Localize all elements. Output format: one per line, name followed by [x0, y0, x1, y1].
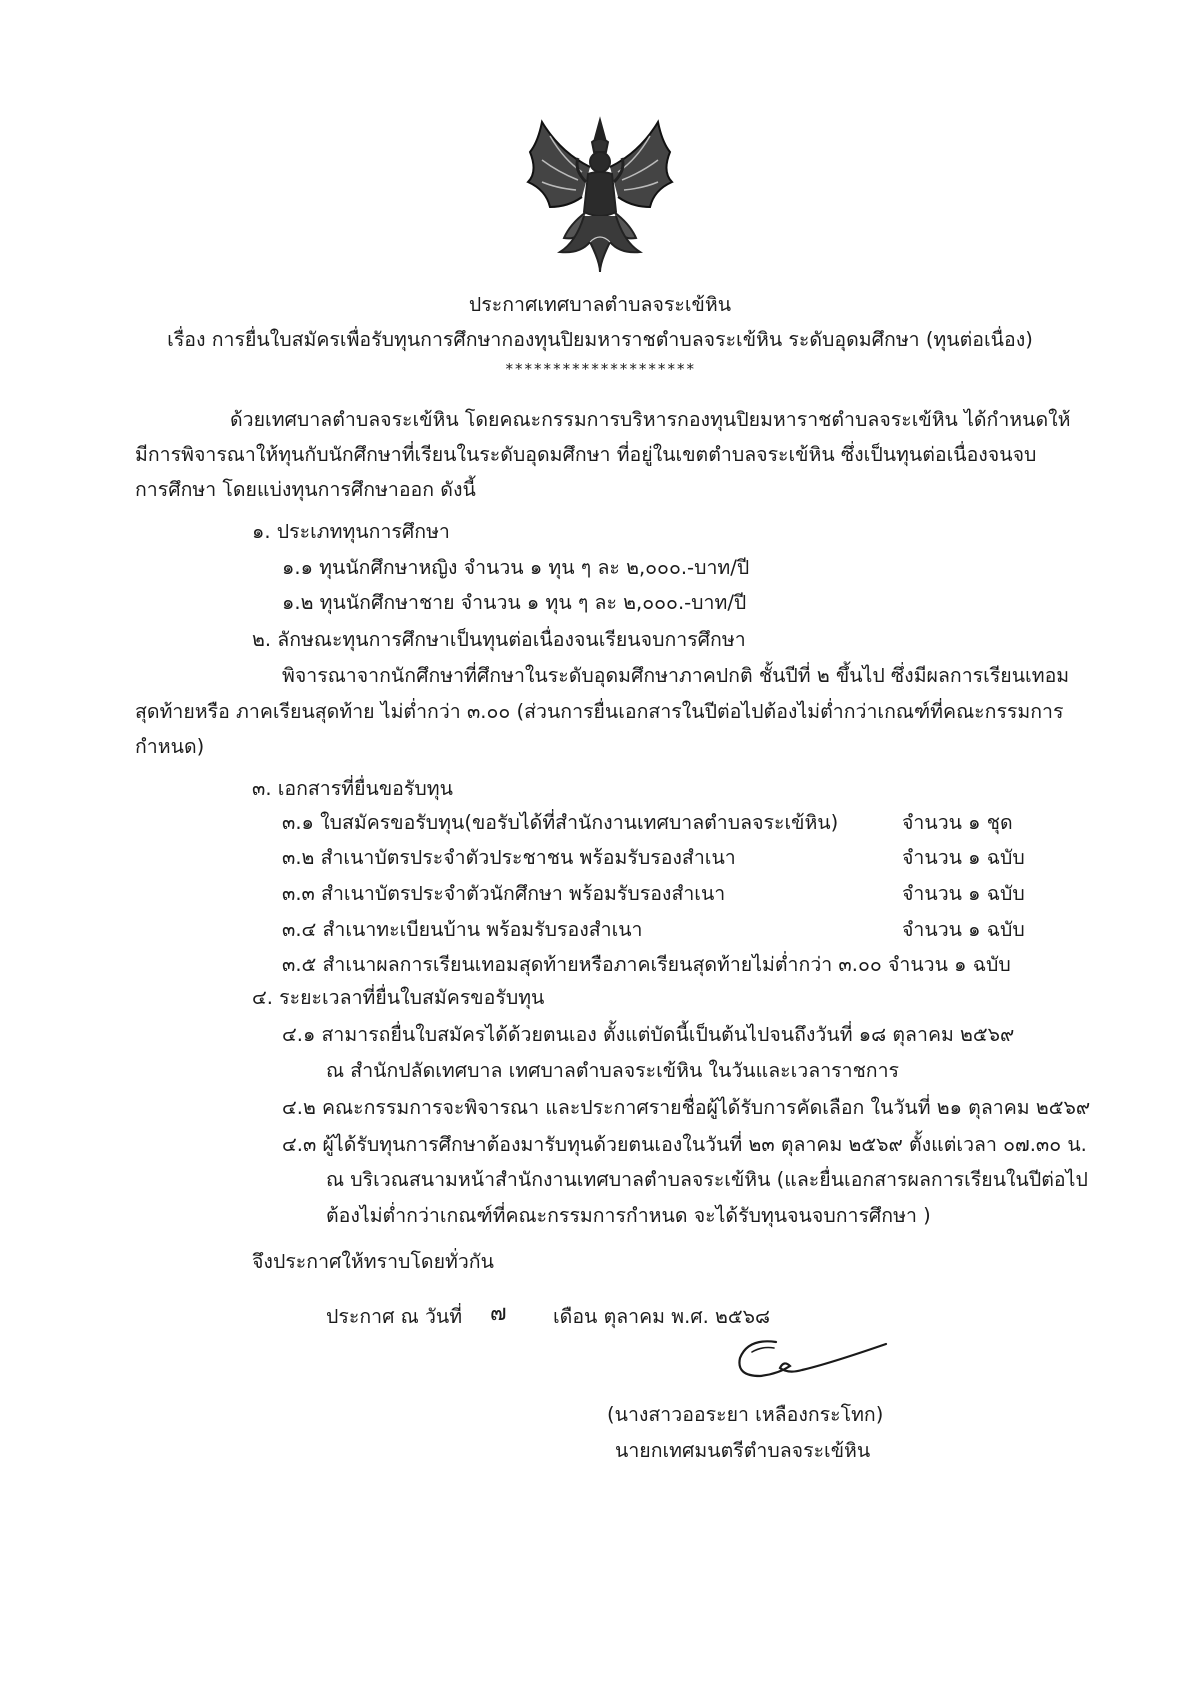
- section4-item-1-line-2: ณ สำนักปลัดเทศบาล เทศบาลตำบลจระเข้หิน ในวันและเวลาราชการ: [326, 1059, 900, 1082]
- signatory-position: นายกเทศมนตรีตำบลจระเข้หิน: [615, 1439, 871, 1462]
- announcement-date-prefix: ประกาศ ณ วันที่: [326, 1305, 463, 1328]
- section1-item-2: ๑.๒ ทุนนักศึกษาชาย จำนวน ๑ ทุน ๆ ละ ๒,๐๐๐.-บาท/ปี: [282, 591, 747, 614]
- signatory-name: (นางสาวออระยา เหลืองกระโทก): [607, 1403, 884, 1426]
- section3-heading: ๓. เอกสารที่ยื่นขอรับทุน: [252, 777, 453, 800]
- document-item-text: ๓.๕ สำเนาผลการเรียนเทอมสุดท้ายหรือภาคเรียนสุดท้ายไม่ต่ำกว่า ๓.๐๐ จำนวน ๑ ฉบับ: [282, 953, 1011, 976]
- handwritten-signature: [718, 1330, 888, 1400]
- intro-line-3: การศึกษา โดยแบ่งทุนการศึกษาออก ดังนี้: [135, 478, 476, 501]
- document-item-text: ๓.๑ ใบสมัครขอรับทุน(ขอรับได้ที่สำนักงานเทศบาลตำบลจระเข้หิน): [282, 811, 839, 834]
- document-subject: เรื่อง การยื่นใบสมัครเพื่อรับทุนการศึกษากองทุนปิยมหาราชตำบลจระเข้หิน ระดับอุดมศึกษา (ทุนต่อเนื่อง): [167, 328, 1033, 351]
- garuda-emblem-icon: [520, 112, 680, 277]
- section2-heading: ๒. ลักษณะทุนการศึกษาเป็นทุนต่อเนื่องจนเรียนจบการศึกษา: [252, 628, 746, 651]
- intro-line-2: มีการพิจารณาให้ทุนกับนักศึกษาที่เรียนในระดับอุดมศึกษา ที่อยู่ในเขตตำบลจระเข้หิน ซึ่งเป็นทุนต่อเนื่องจนจบ: [135, 443, 1037, 466]
- document-item-qty: จำนวน ๑ ฉบับ: [902, 918, 1025, 941]
- section1-item-1: ๑.๑ ทุนนักศึกษาหญิง จำนวน ๑ ทุน ๆ ละ ๒,๐๐๐.-บาท/ปี: [282, 556, 750, 579]
- section4-item-3-line-1: ๔.๓ ผู้ได้รับทุนการศึกษาต้องมารับทุนด้วยตนเองในวันที่ ๒๓ ตุลาคม ๒๕๖๙ ตั้งแต่เวลา ๐๗.๓๐ น.: [282, 1133, 1087, 1156]
- document-title: ประกาศเทศบาลตำบลจระเข้หิน: [468, 293, 732, 316]
- section2-line-3: กำหนด): [135, 735, 205, 758]
- section4-item-3-line-2: ณ บริเวณสนามหน้าสำนักงานเทศบาลตำบลจระเข้หิน (และยื่นเอกสารผลการเรียนในปีต่อไป: [326, 1168, 1088, 1191]
- header-separator: ********************: [504, 360, 696, 378]
- intro-line-1: ด้วยเทศบาลตำบลจระเข้หิน โดยคณะกรรมการบริหารกองทุนปิยมหาราชตำบลจระเข้หิน ได้กำหนดให้: [230, 408, 1071, 431]
- section1-heading: ๑. ประเภททุนการศึกษา: [252, 520, 450, 543]
- document-item-text: ๓.๔ สำเนาทะเบียนบ้าน พร้อมรับรองสำเนา: [282, 918, 643, 941]
- document-item-qty: จำนวน ๑ ชุด: [902, 811, 1013, 834]
- document-item-text: ๓.๒ สำเนาบัตรประจำตัวประชาชน พร้อมรับรองสำเนา: [282, 846, 736, 869]
- section2-line-2: สุดท้ายหรือ ภาคเรียนสุดท้าย ไม่ต่ำกว่า ๓.๐๐ (ส่วนการยื่นเอกสารในปีต่อไปต้องไม่ต่ำกว่าเกณฑ์ที่คณะกรรมการ: [135, 700, 1064, 723]
- section4-item-1-line-1: ๔.๑ สามารถยื่นใบสมัครได้ด้วยตนเอง ตั้งแต่บัดนี้เป็นต้นไปจนถึงวันที่ ๑๘ ตุลาคม ๒๕๖๙: [282, 1023, 1015, 1046]
- section4-item-2: ๔.๒ คณะกรรมการจะพิจารณา และประกาศรายชื่อผู้ได้รับการคัดเลือก ในวันที่ ๒๑ ตุลาคม ๒๕๖๙: [282, 1096, 1091, 1119]
- document-item-qty: จำนวน ๑ ฉบับ: [902, 882, 1025, 905]
- section4-heading: ๔. ระยะเวลาที่ยื่นใบสมัครขอรับทุน: [252, 986, 545, 1009]
- section2-line-1: พิจารณาจากนักศึกษาที่ศึกษาในระดับอุดมศึกษาภาคปกติ ชั้นปีที่ ๒ ขึ้นไป ซึ่งมีผลการเรียนเทอม: [282, 664, 1070, 687]
- announcement-date-suffix: เดือน ตุลาคม พ.ศ. ๒๕๖๘: [553, 1305, 771, 1328]
- section4-item-3-line-3: ต้องไม่ต่ำกว่าเกณฑ์ที่คณะกรรมการกำหนด จะได้รับทุนจนจบการศึกษา ): [326, 1204, 931, 1227]
- document-item-text: ๓.๓ สำเนาบัตรประจำตัวนักศึกษา พร้อมรับรองสำเนา: [282, 882, 726, 905]
- closing-announcement: จึงประกาศให้ทราบโดยทั่วกัน: [252, 1250, 494, 1273]
- document-item-qty: จำนวน ๑ ฉบับ: [902, 846, 1025, 869]
- announcement-date-day: ๗: [490, 1301, 507, 1326]
